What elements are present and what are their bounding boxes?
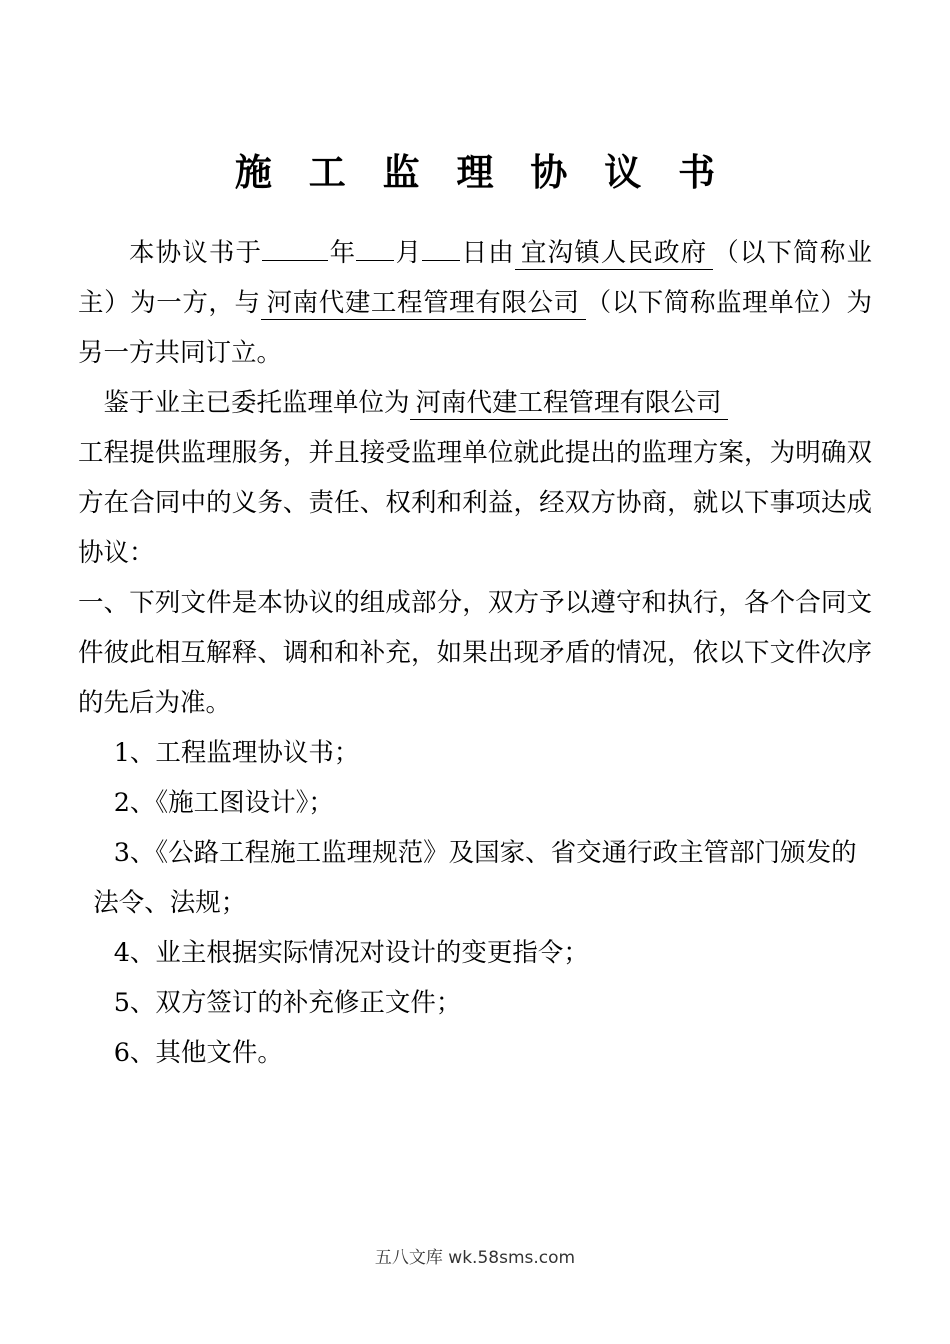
clause-one: 一、下列文件是本协议的组成部分，双方予以遵守和执行，各个合同文件彼此相互解释、调和和补充，如果出现矛盾的情况，依以下文件次序的先后为准。 xyxy=(78,588,872,719)
month-blank xyxy=(356,260,394,261)
list-item: 1、工程监理协议书； xyxy=(113,738,360,769)
list-item: 5、双方签订的补充修正文件； xyxy=(113,988,462,1019)
watermark: 五八文库 wk.58sms.com xyxy=(374,1248,576,1268)
day-blank xyxy=(422,260,460,261)
after-owner-text: （以下简称业主）为一方，与 xyxy=(78,238,872,319)
year-blank xyxy=(262,260,328,261)
owner-name: 宜沟镇人民政府 xyxy=(515,238,713,270)
year-label: 年 xyxy=(328,238,357,269)
month-label: 月 xyxy=(394,238,423,269)
list-item: 2、《施工图设计》； xyxy=(113,788,334,819)
list-item: 6、其他文件。 xyxy=(113,1038,283,1069)
list-item: 3、《公路工程施工监理规范》及国家、省交通行政主管部门颁发的法令、法规； xyxy=(93,838,857,919)
intro-lead: 本协议书于 xyxy=(129,238,263,269)
supervisor-name: 河南代建工程管理有限公司 xyxy=(261,288,586,320)
after-supervisor-text: （以下简称监理单位）为另一方共同订立。 xyxy=(78,288,872,369)
recital-lead: 鉴于业主已委托监理单位为 xyxy=(103,388,410,419)
page-title: 施 工 监 理 协 议 书 xyxy=(234,150,728,194)
intro-paragraph xyxy=(78,228,872,378)
recital-body: 工程提供监理服务，并且接受监理单位就此提出的监理方案，为明确双方在合同中的义务、责任、权利和利益，经双方协商，就以下事项达成协议： xyxy=(78,438,872,569)
entrusted-name: 河南代建工程管理有限公司 xyxy=(410,388,728,420)
recital-paragraph xyxy=(78,378,872,428)
day-label: 日由 xyxy=(460,238,515,269)
list-item: 4、业主根据实际情况对设计的变更指令； xyxy=(113,938,589,969)
